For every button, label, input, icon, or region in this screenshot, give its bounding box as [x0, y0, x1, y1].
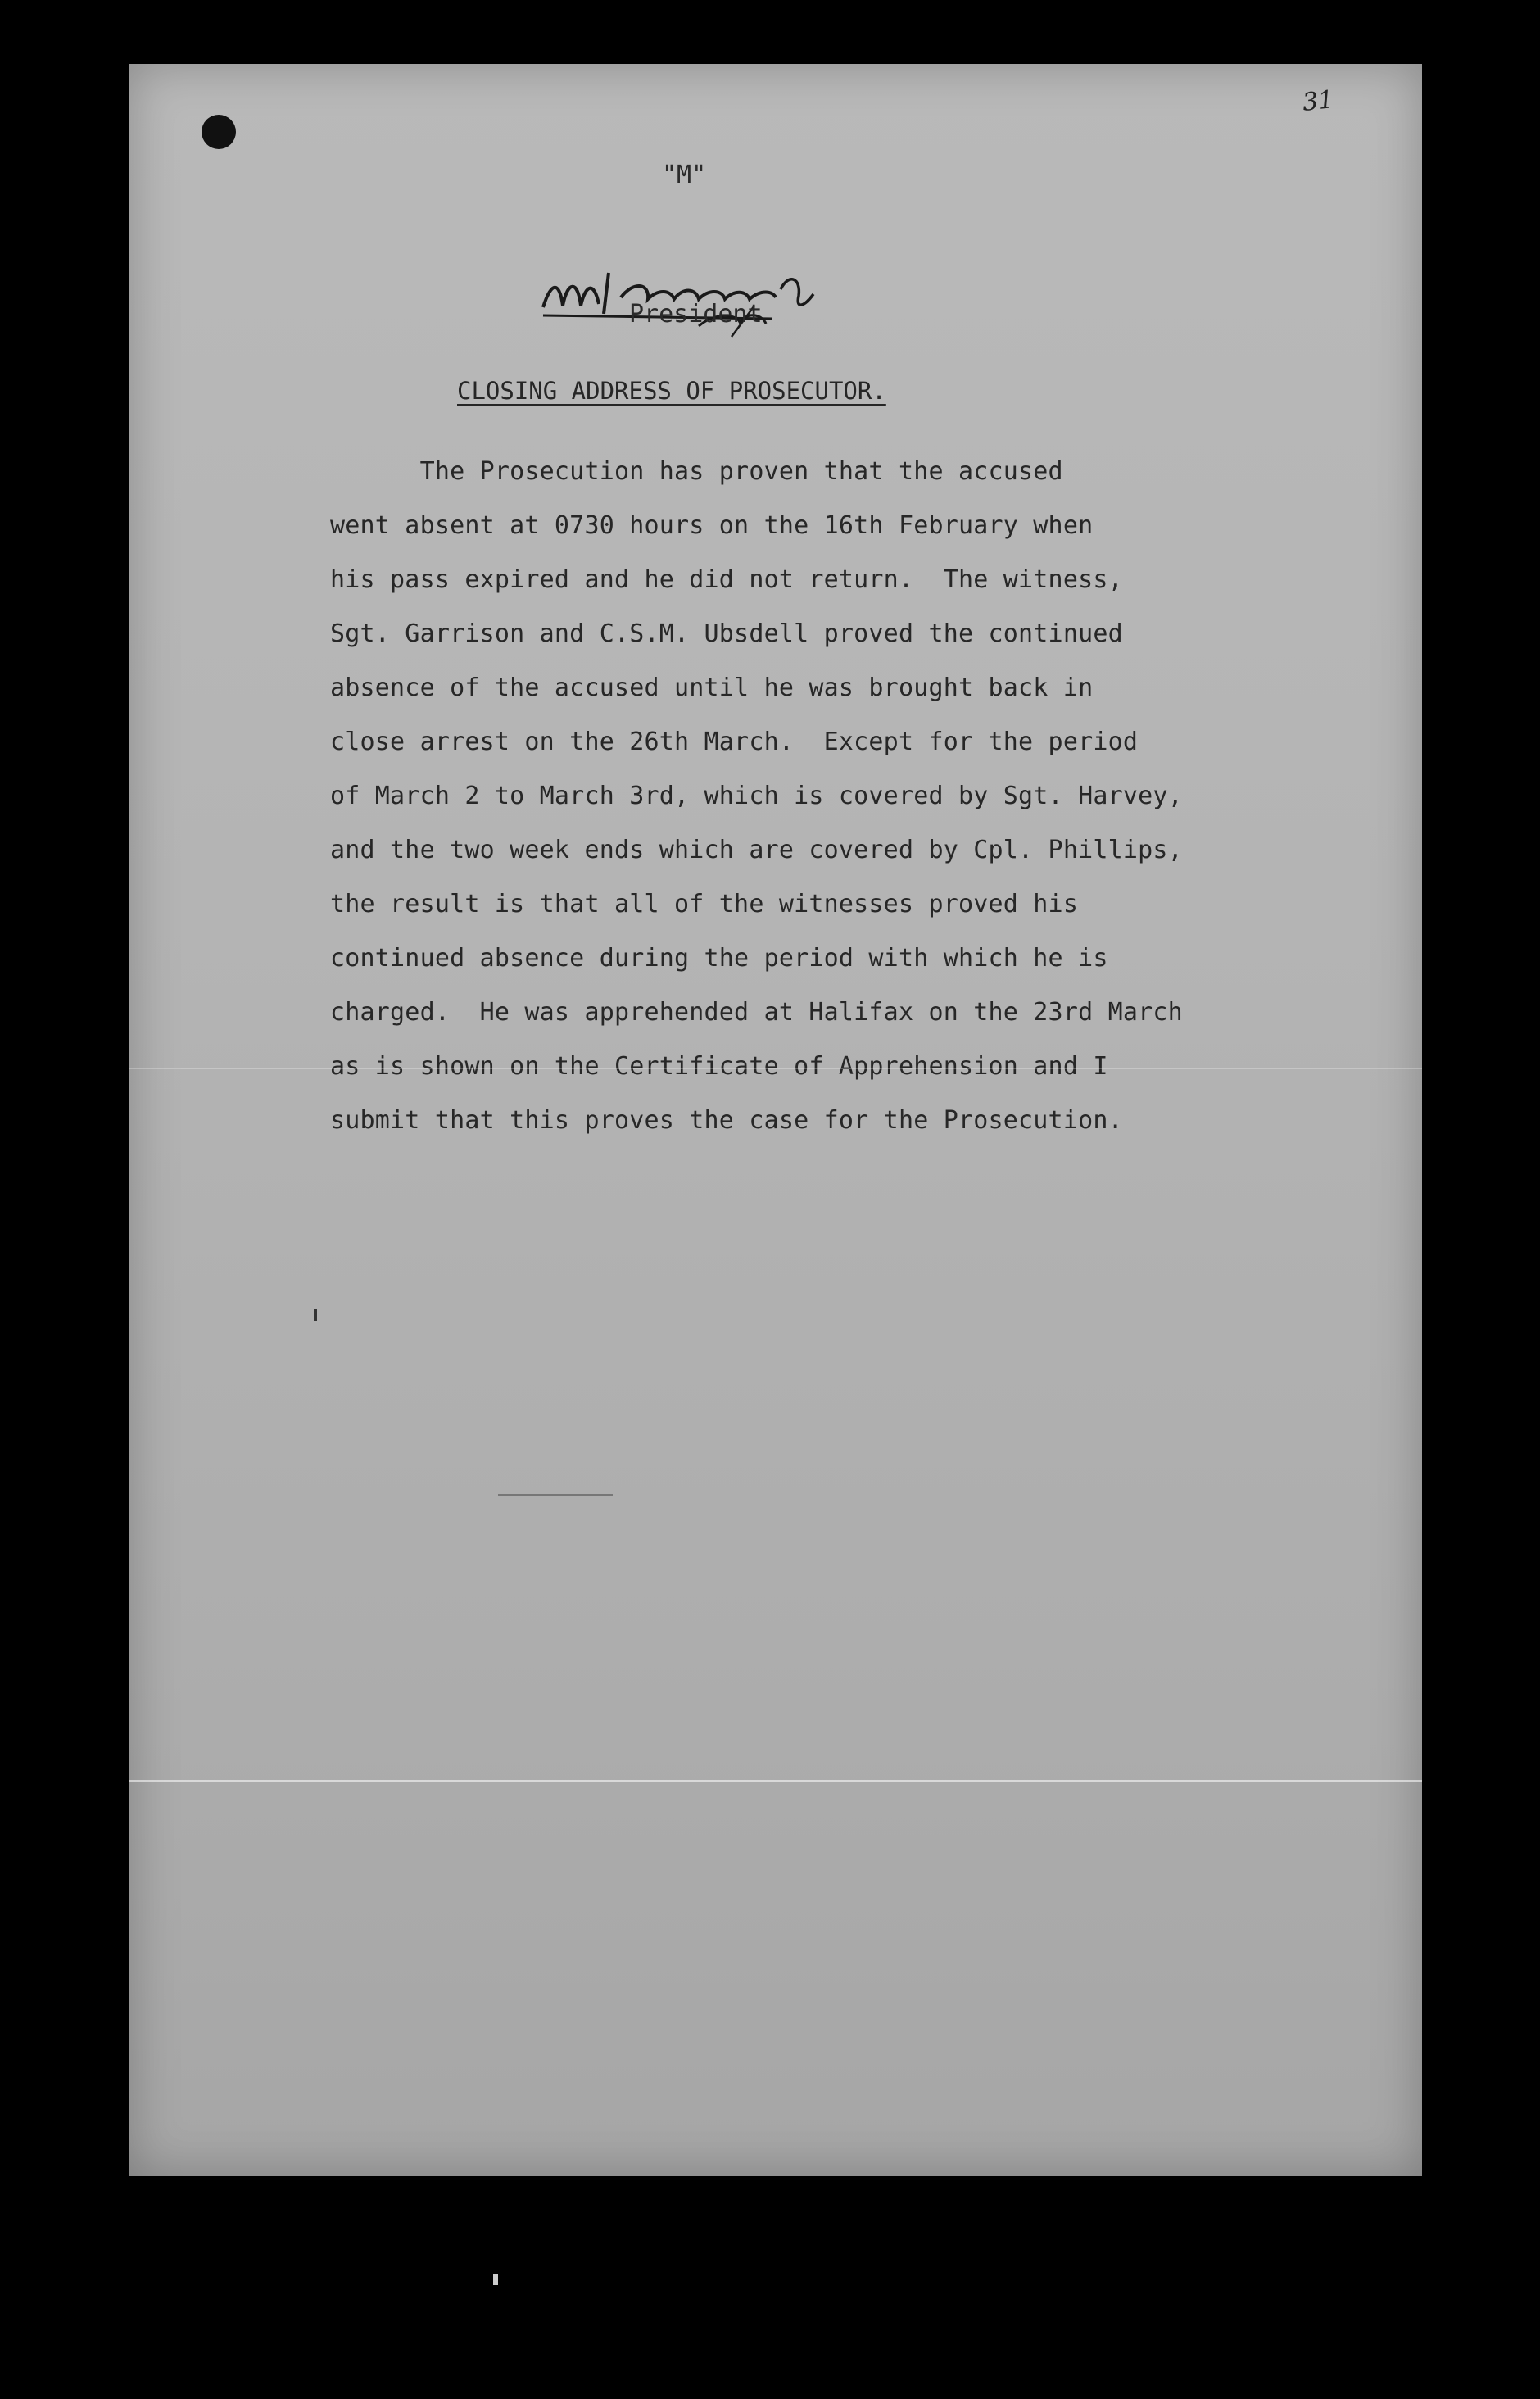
stray-dot [314, 1309, 317, 1321]
body-line-10: continued absence during the period with which he is [330, 944, 1108, 973]
stray-pencil-mark [498, 1494, 613, 1496]
body-line-9: the result is that all of the witnesses proved his [330, 890, 1079, 918]
page-number: 31 [1301, 85, 1335, 117]
body-line-8: and the two week ends which are covered by Cpl. Phillips, [330, 836, 1183, 864]
body-line-3: his pass expired and he did not return. The witness, [330, 565, 1123, 594]
document-heading: CLOSING ADDRESS OF PROSECUTOR. [457, 377, 886, 405]
body-line-5: absence of the accused until he was brought back in [330, 673, 1094, 702]
body-line-6: close arrest on the 26th March. Except for the period [330, 728, 1139, 756]
body-line-12: as is shown on the Certificate of Apprehension and I [330, 1052, 1108, 1081]
punch-hole [202, 115, 236, 149]
body-line-11: charged. He was apprehended at Halifax on the 23rd March [330, 998, 1183, 1027]
body-line-7: of March 2 to March 3rd, which is covered by Sgt. Harvey, [330, 782, 1183, 810]
body-line-1: The Prosecution has proven that the accused [330, 457, 1063, 486]
president-signature [535, 248, 994, 347]
president-label: President [629, 300, 763, 329]
body-line-4: Sgt. Garrison and C.S.M. Ubsdell proved the continued [330, 619, 1123, 648]
document-sheet [129, 64, 1422, 2176]
body-line-2: went absent at 0730 hours on the 16th February when [330, 511, 1094, 540]
body-line-13: submit that this proves the case for the Prosecution. [330, 1106, 1123, 1135]
scan-speck [493, 2274, 498, 2285]
exhibit-mark: "M" [662, 161, 707, 189]
